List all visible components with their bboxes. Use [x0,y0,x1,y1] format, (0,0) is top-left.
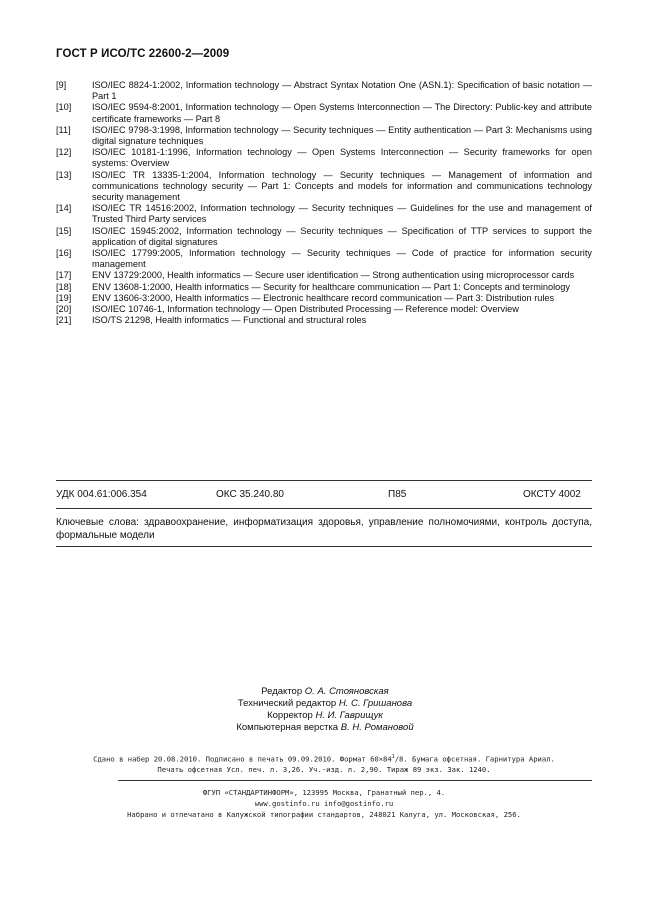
publisher-email[interactable]: info@gostinfo.ru [324,799,394,808]
reference-number: [21] [56,315,72,326]
divider [56,480,592,481]
publisher-website[interactable]: www.gostinfo.ru [254,799,320,808]
printer-info: Набрано и отпечатано в Калужской типографии стандартов, 248021 Калуга, ул. Московская, 256. [127,810,521,819]
list-item [56,170,592,204]
list-item [56,282,592,293]
imprint-line1-start: Сдано в набер 20.08.2010. Подписано в печать 09.09.2010. Формат 60×84 [93,754,392,764]
editor-label: Редактор [261,686,303,697]
reference-text: ISO/IEC 9594-8:2001, Information technology — Open Systems Interconnection — The Directory: Public-key and attribute certificate frameworks — Part 8 [92,102,592,124]
format-sup: 1 [391,754,395,760]
reference-text: ENV 13606-3:2000, Health informatics — Electronic healthcare record communication — Part 3: Distribution rules [92,292,555,303]
reference-number: [18] [56,281,72,292]
corrector-name: Н. И. Гаврищук [315,710,383,721]
editorial-staff [180,686,470,734]
tech-editor-label: Технический редактор [237,698,337,709]
publisher-address: ФГУП «СТАНДАРТИНФОРМ», 123995 Москва, Гранатный пер., 4. [202,788,446,797]
publisher-info [56,787,592,820]
layout-name: В. Н. Романовой [340,722,414,733]
reference-text: ISO/IEC TR 13335-1:2004, Information technology — Security techniques — Management of information and communications technology security — Part 1: Concepts and models for information and communications technology security management [92,169,592,203]
reference-text: ISO/IEC 15945:2002, Information technology — Security techniques — Specification of TTP services to support the application of digital signatures [92,225,592,247]
reference-number: [19] [56,292,72,303]
reference-text: ISO/IEC 8824-1:2002, Information technology — Abstract Syntax Notation One (ASN.1): Specification of basic notation — Part 1 [92,80,592,102]
list-item [56,315,592,326]
reference-number: [15] [56,225,72,236]
list-item [56,125,592,147]
udk-code: УДК 004.61:006.354 [56,489,147,500]
divider [56,546,592,547]
layout-label: Компьютерная верстка [236,722,339,733]
reference-number: [17] [56,270,72,281]
list-item [56,304,592,315]
reference-text: ENV 13608-1:2000, Health informatics — Security for healthcare communication — Part 1: Concepts and terminology [92,281,570,292]
list-item [56,102,592,124]
reference-text: ISO/IEC 9798-3:1998, Information technology — Security techniques — Entity authentication — Part 3: Mechanisms using digital signature techniques [92,124,592,147]
list-item [56,226,592,248]
reference-text: ISO/IEC 10746-1, Information technology — Open Distributed Processing — Reference model: Overview [92,304,519,315]
reference-number: [13] [56,169,72,180]
document-header: ГОСТ Р ИСО/ТС 22600-2—2009 [56,48,230,60]
divider [56,508,592,509]
print-imprint [56,752,592,775]
reference-text: ENV 13729:2000, Health informatics — Secure user identification — Strong authentication using microprocessor cards [92,270,575,281]
list-item [56,293,592,304]
editor-name: О. А. Стояновская [304,686,389,697]
list-item [56,248,592,270]
imprint-line1-end: . Бумага офсетная. Гарнитура Ариал. [403,754,555,764]
list-item [56,80,592,102]
reference-text: ISO/IEC 10181-1:1996, Information technology — Open Systems Interconnection — Security frameworks for open systems: Overview [92,147,592,169]
p-code: П85 [388,489,407,500]
reference-number: [20] [56,304,72,315]
reference-number: [11] [56,124,71,135]
divider [118,780,592,781]
list-item [56,270,592,281]
reference-number: [12] [56,147,72,158]
reference-text: ISO/IEC 17799:2005, Information technology — Security techniques — Code of practice for information security management [92,248,592,270]
okstu-code: ОКСТУ 4002 [523,489,581,500]
bibliography-list [56,80,592,326]
reference-number: [10] [56,102,72,113]
tech-editor-name: Н. С. Гришанова [338,698,413,709]
oks-code: ОКС 35.240.80 [216,489,284,500]
reference-number: [14] [56,203,72,214]
format-den: /8 [394,754,404,764]
imprint-line2: Печать офсетная Усл. печ. л. 3,26. Уч.-изд. л. 2,90. Тираж 89 экз. Зак. 1240. [157,765,491,775]
corrector-label: Корректор [267,710,313,721]
list-item [56,147,592,169]
reference-text: ISO/IEC TR 14516:2002, Information technology — Security techniques — Guidelines for the use and management of Trusted Third Party services [92,203,592,225]
list-item [56,203,592,225]
reference-number: [9] [56,80,67,90]
keywords: Ключевые слова: здравоохранение, информатизация здоровья, управление полномочиями, контроль доступа, формальные модели [56,517,592,541]
reference-number: [16] [56,248,72,259]
reference-text: ISO/TS 21298, Health informatics — Functional and structural roles [92,315,367,326]
